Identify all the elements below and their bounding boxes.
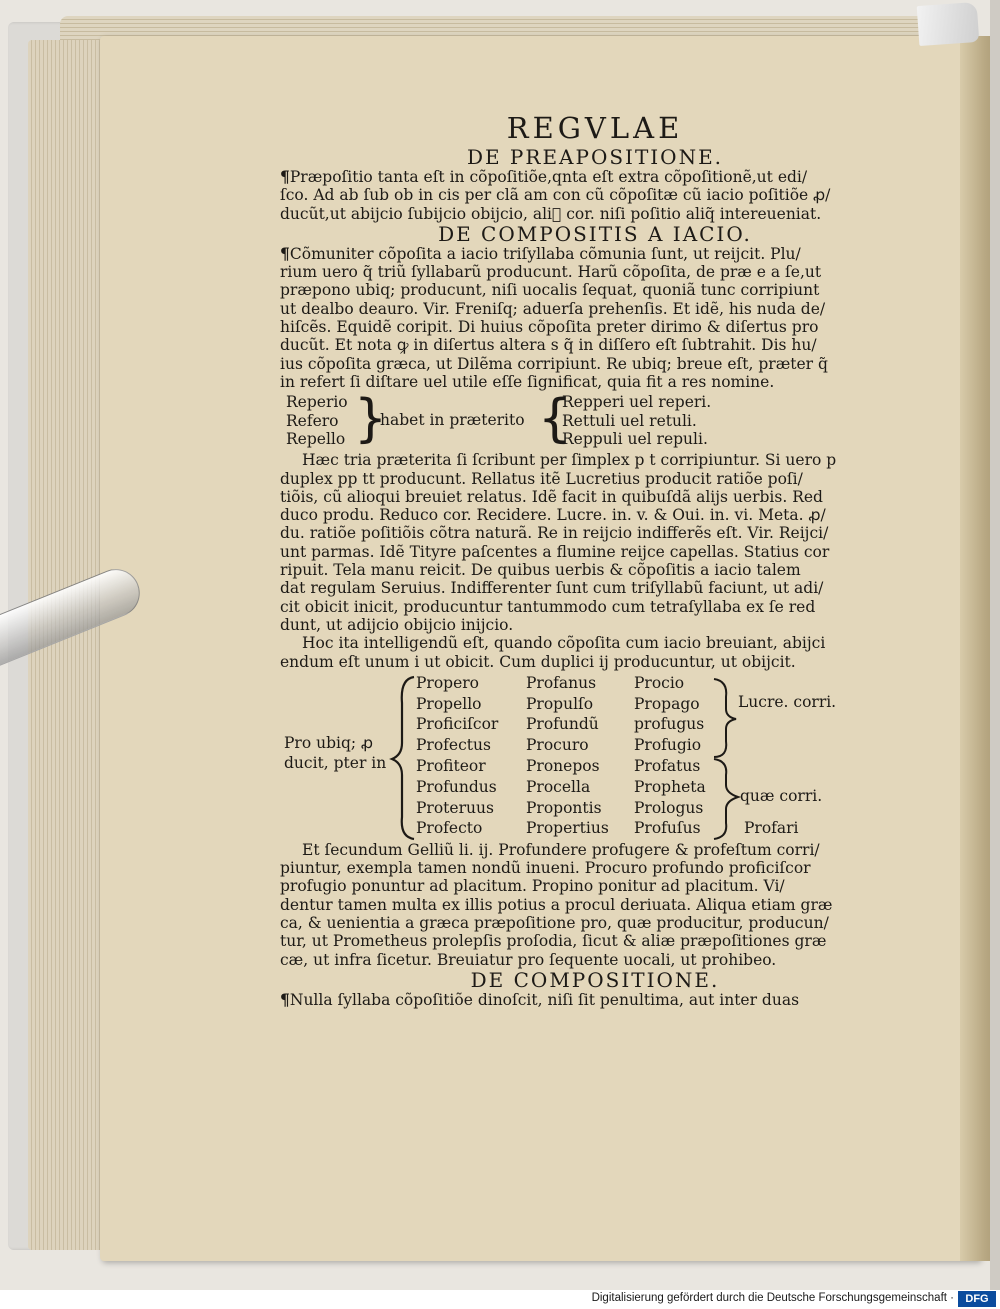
paragraph-4 (280, 634, 910, 671)
text-line: ducũt. Et nota ꝙ in diſertus altera s q̃ in diſſero eſt ſubtrahit. Dis hu/ (280, 336, 817, 355)
text-line: in refert ſi diſtare uel utile eſſe ſignificat, quia fit a res nomine. (280, 372, 775, 391)
section-heading: DE COMPOSITIS A IACIO. (438, 221, 752, 246)
funding-notice: Digitalisierung gefördert durch die Deutsche Forschungsgemeinschaft · (591, 1292, 954, 1304)
example-word: Profanus (526, 673, 597, 692)
example-word: Propago (634, 694, 700, 713)
text-line: hiſcẽs. Equidẽ coripit. Di huius cõpoſita preter dirimo & diſertus pro (280, 318, 819, 337)
example-table-re (280, 389, 910, 450)
text-line: tur, ut Prometheus prolepſis proſodia, ſicut & aliæ præpoſitiones græ (280, 932, 827, 951)
paragraph-3 (280, 451, 910, 634)
example-word: Proficiſcor (416, 715, 499, 734)
page-text (280, 110, 910, 1009)
example-word: Procio (634, 673, 685, 692)
text-line: Hæc tria præterita ſi ſcribunt per ſimplex p t corripiuntur. Si uero p (302, 451, 837, 470)
pilcrow-icon: ¶ (280, 990, 290, 1009)
example-table-pro (280, 673, 910, 841)
example-word: Rettuli uel retuli. (562, 411, 697, 430)
example-word: Procuro (526, 736, 589, 755)
example-col-1 (416, 673, 498, 839)
text-line: ius cõpoſita græca, ut Dilẽma corripiunt. Re ubiq; breue eſt, præter q̃ (280, 354, 828, 373)
pilcrow-icon: ¶ (280, 244, 290, 263)
example-word: Propontis (526, 798, 602, 817)
note-line: Pro ubiq; ꝓ (284, 733, 374, 752)
example-word: Profundũ (526, 715, 599, 734)
example-right-col (562, 393, 711, 449)
text-line: unt parmas. Idẽ Tityre paſcentes a flumine reijce capellas. Statius cor (280, 542, 830, 561)
example-word: Propheta (634, 777, 706, 796)
text-line: ut dealbo deauro. Vir. Freniſq; aduerſa prehenſis. Et idẽ, his nuda de/ (280, 299, 826, 318)
text-line: piuntur, exempla tamen nondũ inueni. Procuro profundo proficiſcor (280, 859, 811, 878)
note-profari: Profari (744, 818, 799, 837)
text-line: ca, & uenientia a græca præpoſitione pro, quæ producitur, producun/ (280, 914, 829, 933)
example-word: Propulſo (526, 694, 594, 713)
example-word: Propertius (526, 819, 609, 838)
text-line: duco produ. Reduco cor. Recidere. Lucre. in. v. & Oui. in. vi. Meta. ꝓ/ (280, 506, 826, 525)
example-word: Profiteor (416, 757, 486, 776)
text-line: ducũt,ut abijcio ſubijcio obijcio, aliᷤ cor. niſi poſitio aliq̃ intereueniat. (280, 204, 822, 223)
text-line: cit obicit inicit, producuntur tantummodo cum tetraſyllaba ex ſe red (280, 597, 816, 616)
example-col-3 (634, 673, 706, 839)
page-title: REGVLAE (506, 111, 684, 145)
example-word: Refero (286, 411, 339, 430)
note-quae: quæ corri. (740, 786, 823, 805)
example-word: Profugio (634, 736, 702, 755)
example-col-2 (526, 673, 609, 839)
example-word: Reppuli uel repuli. (562, 430, 708, 449)
example-word: Propero (416, 673, 480, 692)
text-line: præpono ubiq; producunt, niſi uocalis ſequat, quoniã tunc corripiunt (280, 281, 820, 300)
note-lucre: Lucre. corri. (738, 692, 837, 711)
text-line: ¶Cõmuniter cõpoſita a iacio triſyllaba cõmunia ſunt, ut reijcit. Plu/ (280, 244, 801, 263)
paragraph-6 (280, 991, 910, 1009)
right-brace-icon (710, 677, 740, 759)
right-brace-icon (710, 757, 742, 841)
left-brace-icon: { (538, 389, 572, 450)
paragraph-2 (280, 245, 910, 391)
example-word: Profundus (416, 777, 497, 796)
paragraph-1 (280, 168, 910, 223)
text-line: Et ſecundum Gelliũ li. ij. Profundere profugere & profeſtum corri/ (302, 840, 820, 859)
text-line: ¶Nulla ſyllaba cõpoſitiõe dinoſcit, niſi ſit penultima, aut inter duas (280, 990, 800, 1009)
example-word: Propello (416, 694, 482, 713)
page-subtitle: DE PREAPOSITIONE. (466, 145, 724, 169)
footer-bar (0, 1290, 1000, 1309)
right-brace-icon: } (354, 389, 388, 450)
text-line: Hoc ita intelligendũ eſt, quando cõpoſita cum iacio breuiant, abijci (302, 634, 826, 653)
text-line: cæ, ut infra ſicetur. Breuiatur pro ſequente uocali, ut prohibeo. (280, 950, 777, 969)
example-word: Repperi uel reperi. (562, 393, 712, 412)
paragraph-5 (280, 841, 910, 969)
example-left-col (286, 393, 348, 449)
note-line: ducit, pter in (284, 753, 387, 772)
dfg-logo: DFG (958, 1291, 996, 1307)
example-middle (380, 411, 525, 430)
text-line: dunt, ut adijcio obijcio inijcio. (280, 615, 514, 634)
text-line: ripuit. Tela manu reicit. De quibus uerbis & cõpoſitis a iacio talem (280, 561, 801, 580)
example-word: Reperio (286, 393, 348, 412)
example-word: Profecto (416, 819, 483, 838)
example-word: Pronepos (526, 757, 600, 776)
example-word: Profectus (416, 736, 491, 755)
bookmark-ribbon (917, 2, 980, 46)
example-word: Repello (286, 430, 346, 449)
example-word: Prologus (634, 798, 704, 817)
example-word: Profatus (634, 757, 701, 776)
text-line: endum eſt unum i ut obicit. Cum duplici ij producuntur, ut obijcit. (280, 652, 796, 671)
right-cover (990, 0, 1000, 1290)
text-line: dentur tamen multa ex illis potius a procul deriuata. Aliqua etiam græ (280, 895, 833, 914)
text-line: duplex pp tt producunt. Rellatus itẽ Lucretius producit ratiõe poſi/ (280, 469, 803, 488)
example-phrase: habet in præterito (380, 411, 525, 430)
example-word: Profuſus (634, 819, 701, 838)
example-word: profugus (634, 715, 705, 734)
section-heading: DE COMPOSITIONE. (470, 967, 720, 992)
example-word: Procella (526, 777, 591, 796)
text-line: dat regulam Seruius. Indifferenter ſunt cum triſyllabũ faciunt, ut adi/ (280, 579, 824, 598)
text-line: ſco. Ad ab ſub ob in cis per clã am con cũ cõpoſitæ cũ iacio poſitiõe ꝓ/ (280, 186, 831, 205)
text-line: profugio ponuntur ad placitum. Propino ponitur ad placitum. Vi/ (280, 877, 785, 896)
text-line: du. ratiõe poſitiõis cõtra naturã. Re in reijcio indifferẽs eſt. Vir. Reijci/ (280, 524, 829, 543)
text-line: tiõis, cũ alioqui breuiet relatus. Idẽ facit in quibuſdã alijs uerbis. Red (280, 487, 823, 506)
text-line: rium uero q̃ triũ ſyllabarũ producunt. Harũ cõpoſita, de præ e a ſe,ut (280, 263, 822, 282)
text-line: ¶Præpoſitio tanta eſt in cõpoſitiõe,qnta eſt extra cõpoſitionẽ,ut edi/ (280, 168, 808, 186)
example-left-note (284, 733, 386, 773)
pilcrow-icon: ¶ (280, 168, 290, 186)
example-word: Proteruus (416, 798, 494, 817)
